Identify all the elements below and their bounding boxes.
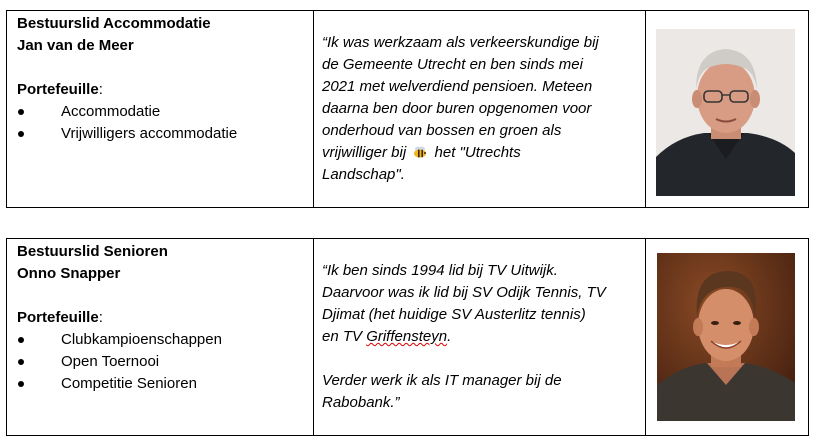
member-role: Bestuurslid Accommodatie [17, 15, 211, 32]
member-info-cell [7, 11, 314, 207]
portfolio-item: Open Toernooi [17, 351, 303, 373]
member-name: Jan van de Meer [17, 37, 134, 54]
member-role: Bestuurslid Senioren [17, 243, 168, 260]
quote-line: vrijwilliger bij het "Utrechts [322, 144, 521, 161]
member-info-cell [7, 239, 314, 435]
quote-line: de Gemeente Utrecht en ben sinds mei [322, 56, 583, 73]
portfolio-item: Clubkampioenschappen [17, 329, 303, 351]
photo-cell [646, 11, 808, 207]
portfolio-item: Vrijwilligers accommodatie [17, 123, 303, 145]
quote-line: Djimat (het huidige SV Austerlitz tennis) [322, 306, 586, 323]
quote-line: “Ik was werkzaam als verkeerskundige bij [322, 34, 599, 51]
quote-line: “Ik ben sinds 1994 lid bij TV Uitwijk. [322, 262, 558, 279]
quote-cell [314, 11, 646, 207]
board-member-table-accommodatie [6, 10, 809, 208]
member-name: Onno Snapper [17, 265, 121, 282]
quote-cell [314, 239, 646, 435]
quote-line: 2021 met welverdiend pensioen. Meteen [322, 78, 593, 95]
portfolio-list [17, 329, 303, 395]
member-photo [656, 29, 795, 196]
member-photo [657, 253, 795, 421]
quote-line: daarna ben door buren opgenomen voor [322, 100, 592, 117]
quote-line: Rabobank.” [322, 394, 400, 411]
quote-line: en TV Griffensteyn. [322, 328, 452, 345]
spellcheck-underlined-word: Griffensteyn [366, 328, 448, 345]
photo-cell [646, 239, 808, 435]
board-member-table-senioren [6, 238, 809, 436]
portfolio-heading: Portefeuille: [17, 309, 103, 326]
portfolio-list [17, 101, 303, 145]
portfolio-heading: Portefeuille: [17, 81, 103, 98]
portfolio-item: Competitie Senioren [17, 373, 303, 395]
bee-icon [412, 146, 428, 158]
quote-line: onderhoud van bossen en groen als [322, 122, 562, 139]
quote-line: Daarvoor was ik lid bij SV Odijk Tennis, TV [322, 284, 606, 301]
quote-line: Landschap". [322, 166, 405, 183]
quote-line: Verder werk ik als IT manager bij de [322, 372, 562, 389]
portfolio-item: Accommodatie [17, 101, 303, 123]
